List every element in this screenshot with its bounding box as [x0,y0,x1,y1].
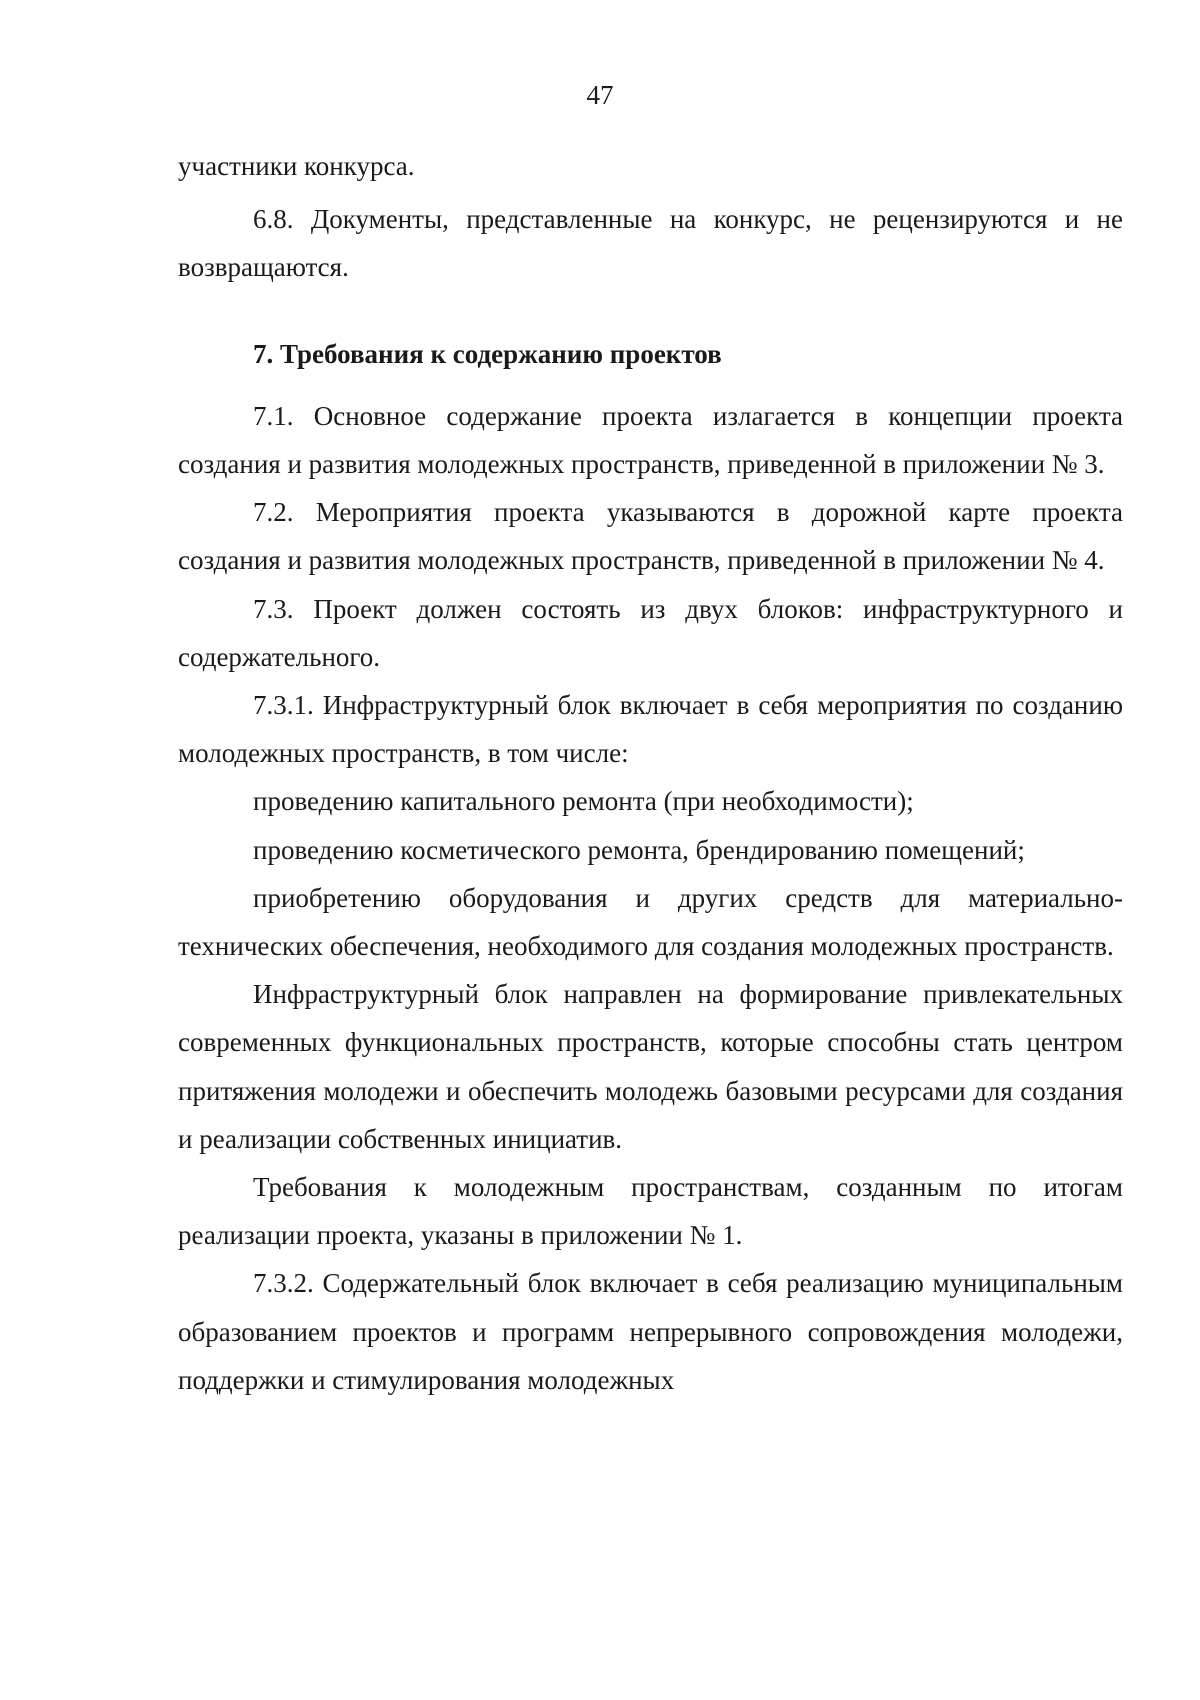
paragraph-6-8: 6.8. Документы, представленные на конкурс, не рецензируются и не возвращаются. [178,204,1123,283]
paragraph-7-1: 7.1. Основное содержание проекта излагается в концепции проекта создания и развития молодежных пространств, приведенной в приложении № 3. [178,400,1123,480]
paragraph-continuation: участники конкурса. [178,151,415,181]
paragraph-7-3: 7.3. Проект должен состоять из двух блоков: инфраструктурного и содержательного. [178,593,1123,672]
list-item-capital-repair: проведению капитального ремонта (при необходимости); [253,786,914,817]
paragraph-7-3-2: 7.3.2. Содержательный блок включает в себя реализацию муниципальным образованием проектов и программ непрерывного сопровождения молодежи, поддержки и стимулирования молодежных [178,1268,1123,1395]
list-item-cosmetic-repair: проведению косметического ремонта, брендированию помещений; [253,834,1025,865]
paragraph-7-2: 7.2. Мероприятия проекта указываются в дорожной карте проекта создания и развития молодежных пространств, приведенной в приложении № 4. [178,497,1123,576]
section-heading: 7. Требования к содержанию проектов [253,338,722,369]
paragraph-7-3-1: 7.3.1. Инфраструктурный блок включает в себя мероприятия по созданию молодежных пространств, в том числе: [178,690,1123,769]
document-body [178,142,1123,1404]
list-item-equipment: приобретению оборудования и других средств для материально-технических обеспечения, необходимого для создания молодежных пространств. [178,882,1123,962]
paragraph-requirements-reference: Требования к молодежным пространствам, созданным по итогам реализации проекта, указаны в приложении № 1. [178,1172,1123,1251]
paragraph-infrastructure-purpose: Инфраструктурный блок направлен на формирование привлекательных современных функциональных пространств, которые способны стать центром притяжения молодежи и обеспечить молодежь базовыми ресурсами для создания и реализации собственных инициатив. [178,979,1123,1154]
page-number: 47 [586,80,614,110]
